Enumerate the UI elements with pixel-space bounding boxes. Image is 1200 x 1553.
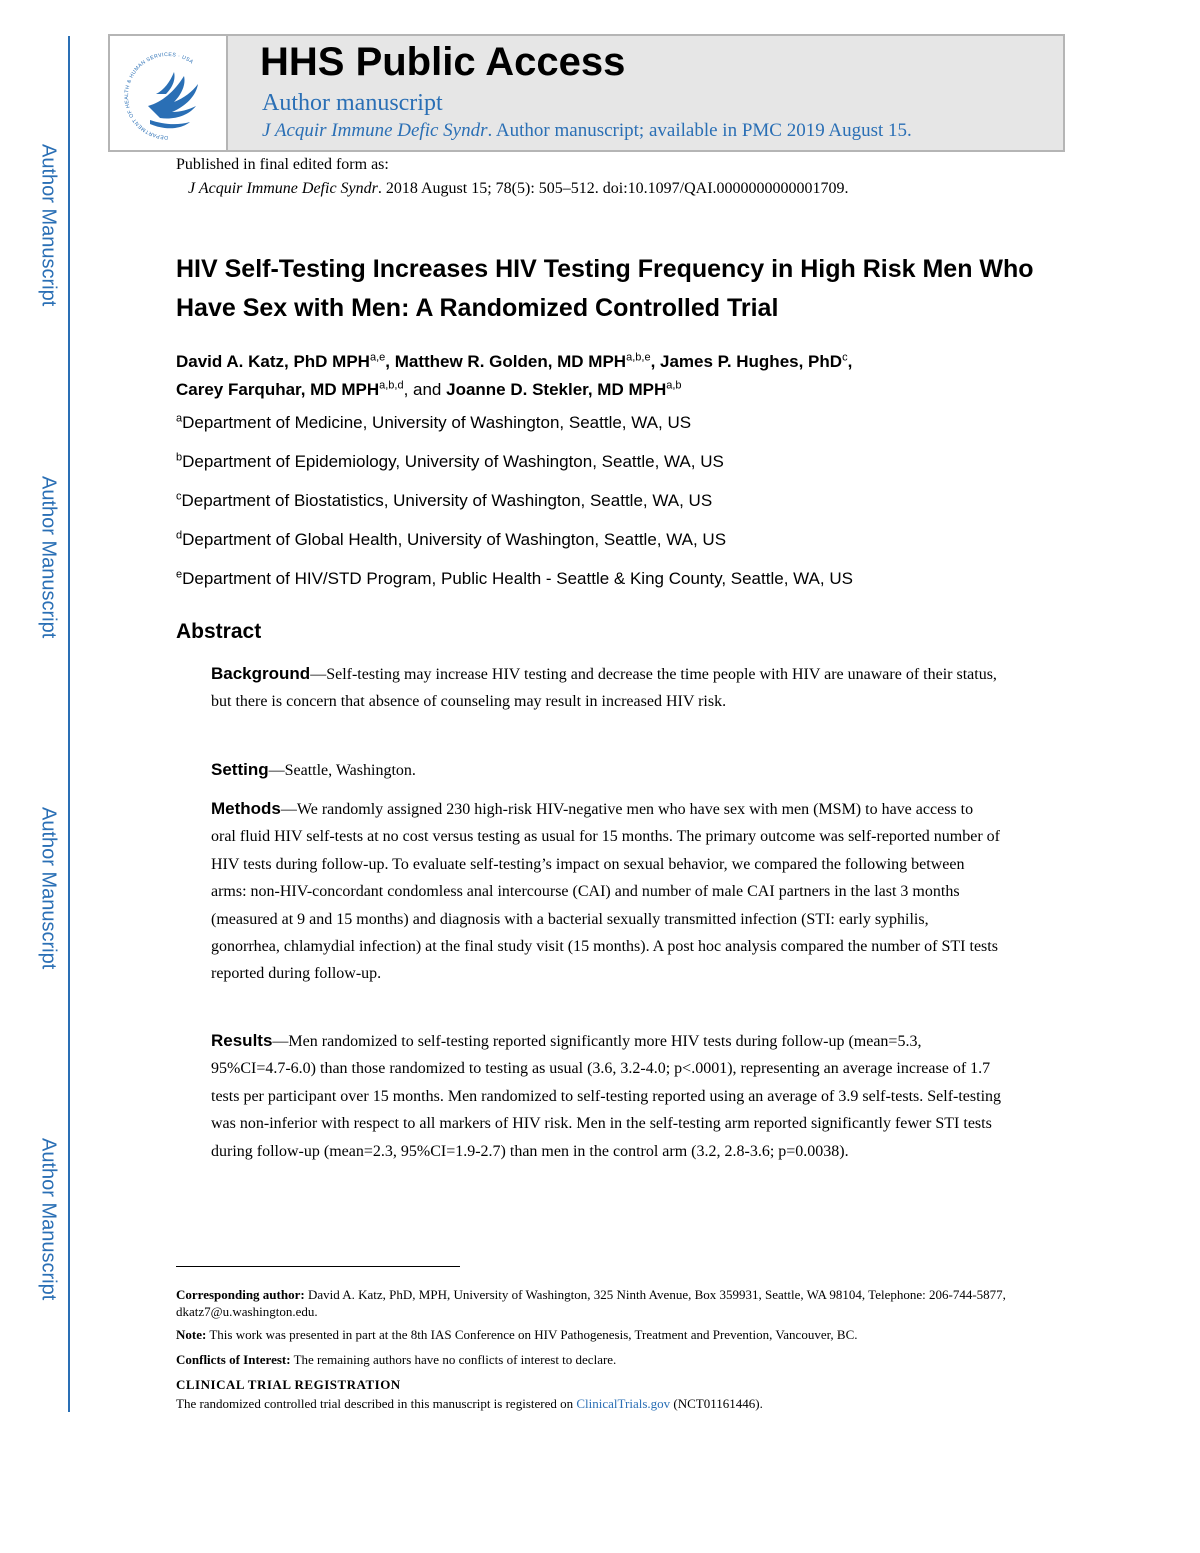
margin-rule (68, 36, 70, 1412)
affiliation-text: Department of Epidemiology, University of Washington, Seattle, WA, US (182, 452, 724, 471)
affiliation (176, 530, 726, 550)
author-name: James P. Hughes, PhD (660, 352, 843, 371)
side-label-author-manuscript: Author Manuscript (37, 475, 60, 639)
author-separator: , and (403, 380, 447, 399)
author-name: Joanne D. Stekler, MD MPH (446, 380, 667, 399)
hhs-logo-text: DEPARTMENT OF HEALTH & HUMAN SERVICES · USA (123, 51, 195, 141)
section-label: Background (211, 664, 311, 683)
affiliation-sup: e (176, 568, 183, 581)
side-label-author-manuscript: Author Manuscript (37, 143, 60, 307)
abstract-results (211, 1027, 1001, 1165)
section-text: —We randomly assigned 230 high-risk HIV-negative men who have sex with men (MSM) to have access to oral fluid HIV self-tests at no cost versus testing as usual for 15 months. The primary outcome was self-reported number of HIV tests during follow-up. To evaluate self-testing’s impact on sexual behavior, we compared the following between arms: non-HIV-concordant condomless anal intercourse (CAI) and number of male CAI partners in the last 3 months (measured at 9 and 15 months) and diagnosis with a bacterial sexually transmitted infection (STI: early syphilis, gonorrhea, chlamydial infection) at the final study visit (15 months). A post hoc analysis compared the number of STI tests reported during follow-up. (211, 801, 1001, 983)
author-affiliation-sup: a,b,e (626, 351, 651, 364)
affiliation-sup: b (176, 451, 183, 464)
author-name: Matthew R. Golden, MD MPH (394, 352, 627, 371)
affiliation-sup: d (176, 529, 183, 542)
hhs-title: HHS Public Access (260, 40, 626, 84)
side-label-author-manuscript: Author Manuscript (37, 1137, 60, 1301)
footnote-rule (176, 1266, 460, 1267)
section-text: —Seattle, Washington. (268, 762, 416, 779)
affiliation (176, 452, 724, 472)
footnote-label: Conflicts of Interest: (176, 1352, 291, 1367)
hhs-header (108, 34, 1065, 152)
section-label: Methods (211, 799, 281, 818)
author-affiliation-sup: a,b,d (379, 379, 404, 392)
published-label: Published in final edited form as: (176, 156, 389, 173)
affiliation-sup: c (176, 490, 182, 503)
author-name: Carey Farquhar, MD MPH (176, 380, 380, 399)
affiliation-text: Department of Biostatistics, University of Washington, Seattle, WA, US (181, 491, 713, 510)
author-manuscript-label: Author manuscript (262, 90, 443, 116)
conflicts-note (176, 1351, 1036, 1368)
clinicaltrials-link[interactable]: ClinicalTrials.gov (576, 1396, 671, 1411)
footnote-text: The randomized controlled trial described in this manuscript is registered on (176, 1396, 577, 1411)
abstract-methods (211, 795, 1001, 988)
footnote-text: The remaining authors have no conflicts of interest to declare. (290, 1352, 617, 1367)
affiliation-text: Department of Global Health, University of Washington, Seattle, WA, US (182, 530, 727, 549)
section-text: —Men randomized to self-testing reported significantly more HIV tests during follow-up (mean=5.3, 95%CI=4.7-6.0) than those randomized to testing as usual (3.6, 3.2-4.0; p<.0001), representing an average increase of 1.7 tests per participant over 15 months. Men randomized to self-testing reported using an average of 3.9 self-tests. Self-testing was non-inferior with respect to all markers of HIV risk. Men in the self-testing arm reported significantly fewer STI tests during follow-up (mean=2.3, 95%CI=1.9-2.7) than men in the control arm (3.2, 2.8-3.6; p=0.0038). (211, 1033, 1002, 1160)
registration-heading: CLINICAL TRIAL REGISTRATION (176, 1377, 401, 1392)
registration-note (176, 1395, 1036, 1412)
author-affiliation-sup: c (842, 351, 848, 364)
header-journal-abbrev: J Acquir Immune Defic Syndr (262, 120, 488, 141)
presentation-note (176, 1326, 1036, 1343)
affiliation-text: Department of Medicine, University of Washington, Seattle, WA, US (182, 413, 692, 432)
author-separator: , (847, 352, 853, 371)
author-separator: , (385, 352, 395, 371)
author-list (176, 348, 1056, 404)
header-journal-line (262, 120, 912, 142)
citation-journal: J Acquir Immune Defic Syndr (188, 180, 378, 197)
affiliation (176, 413, 691, 433)
affiliation (176, 569, 853, 589)
section-text: —Self-testing may increase HIV testing and decrease the time people with HIV are unaware of their status, but there is concern that absence of counseling may result in increased HIV risk. (211, 666, 997, 711)
citation-line (188, 180, 849, 198)
citation-details: . 2018 August 15; 78(5): 505–512. doi:10.1097/QAI.0000000000001709. (377, 180, 849, 197)
footnote-text: David A. Katz, PhD, MPH, University of Washington, 325 Ninth Avenue, Box 359931, Seattle, WA 98104, Telephone: 206-744-5877, dkatz7@u.washington.edu. (176, 1287, 1006, 1319)
author-affiliation-sup: a,b (666, 379, 682, 392)
affiliation (176, 491, 712, 511)
header-availability: . Author manuscript; available in PMC 2019 August 15. (487, 120, 912, 141)
affiliation-text: Department of HIV/STD Program, Public Health - Seattle & King County, Seattle, WA, US (182, 569, 853, 588)
hhs-logo (110, 36, 228, 150)
side-label-author-manuscript: Author Manuscript (37, 806, 60, 970)
corresponding-author-note (176, 1286, 1036, 1320)
author-separator: , (650, 352, 661, 371)
hhs-eagle-icon (110, 36, 226, 150)
footnote-label: Corresponding author: (176, 1287, 305, 1302)
section-label: Setting (211, 760, 269, 779)
abstract-setting (211, 756, 1001, 784)
footnote-text: This work was presented in part at the 8th IAS Conference on HIV Pathogenesis, Treatment and Prevention, Vancouver, BC. (206, 1327, 858, 1342)
section-label: Results (211, 1031, 273, 1050)
footnote-label: Note: (176, 1327, 207, 1342)
author-name: David A. Katz, PhD MPH (176, 352, 370, 371)
affiliation-sup: a (176, 412, 183, 425)
abstract-background (211, 660, 1001, 716)
abstract-heading: Abstract (176, 620, 262, 643)
author-affiliation-sup: a,e (369, 351, 386, 364)
article-title: HIV Self-Testing Increases HIV Testing Frequency in High Risk Men Who Have Sex with Men: A Randomized Controlled Trial (176, 255, 1034, 322)
footnote-text: (NCT01161446). (670, 1396, 763, 1411)
